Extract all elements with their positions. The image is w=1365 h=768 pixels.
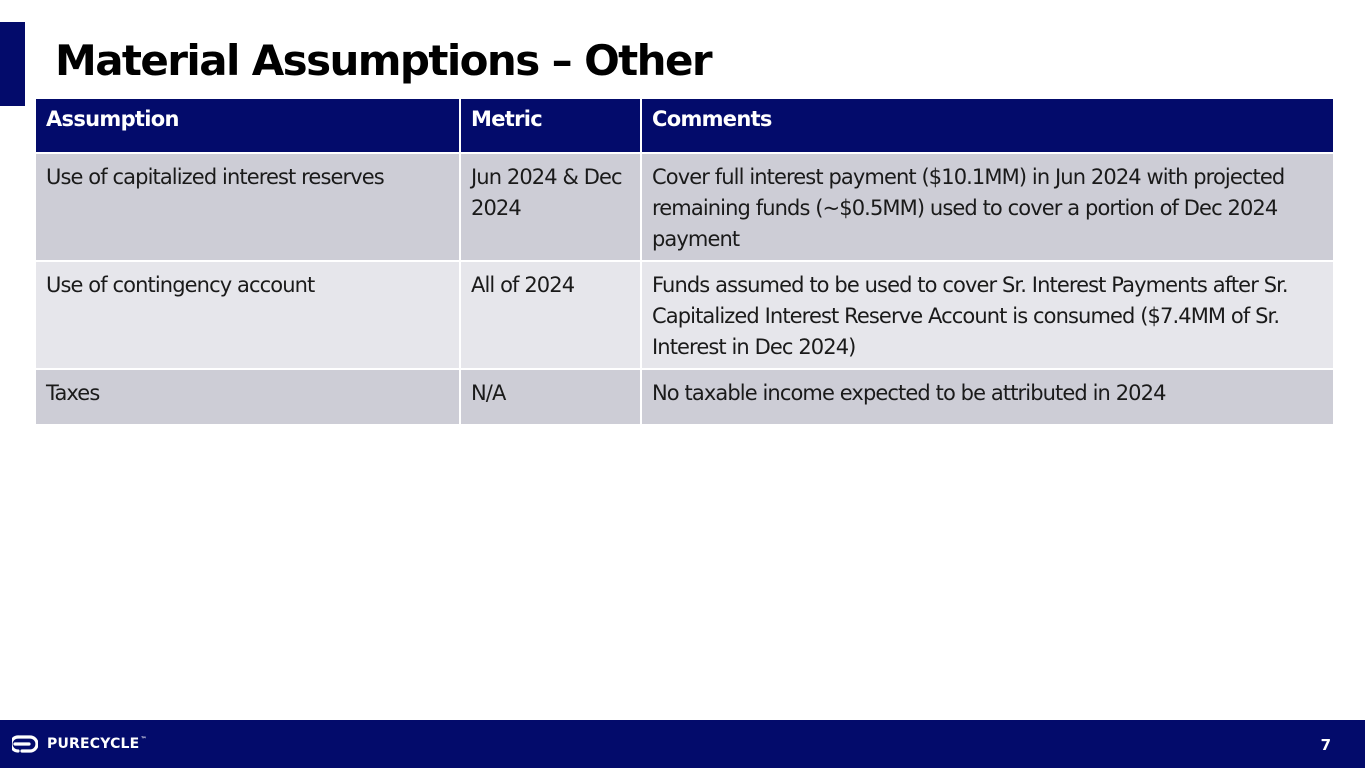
- column-header-assumption: Assumption: [35, 98, 460, 153]
- assumptions-table: [34, 97, 1335, 426]
- footer-bar: [0, 720, 1365, 768]
- metric-cell: Jun 2024 & Dec 2024: [460, 153, 641, 261]
- assumption-cell: Use of capitalized interest reserves: [35, 153, 460, 261]
- comments-cell: Funds assumed to be used to cover Sr. Interest Payments after Sr. Capitalized Interest Reserve Account is consumed ($7.4MM of Sr. Interest in Dec 2024): [641, 261, 1334, 369]
- metric-cell: N/A: [460, 369, 641, 425]
- column-header-comments: Comments: [641, 98, 1334, 153]
- purecycle-logo-icon: [12, 733, 38, 755]
- title-accent-bar: [0, 22, 25, 106]
- logo-wordmark: PURECYCLE™: [47, 736, 147, 752]
- column-header-metric: Metric: [460, 98, 641, 153]
- assumption-cell: Use of contingency account: [35, 261, 460, 369]
- metric-cell: All of 2024: [460, 261, 641, 369]
- assumption-cell: Taxes: [35, 369, 460, 425]
- table-row: [35, 369, 1334, 425]
- page-title: Material Assumptions – Other: [55, 36, 711, 85]
- table-row: [35, 261, 1334, 369]
- comments-cell: No taxable income expected to be attributed in 2024: [641, 369, 1334, 425]
- page-number: 7: [1320, 736, 1331, 754]
- table-row: [35, 153, 1334, 261]
- table-header-row: [35, 98, 1334, 153]
- comments-cell: Cover full interest payment ($10.1MM) in Jun 2024 with projected remaining funds (~$0.5MM) used to cover a portion of Dec 2024 payment: [641, 153, 1334, 261]
- purecycle-logo: [12, 733, 147, 755]
